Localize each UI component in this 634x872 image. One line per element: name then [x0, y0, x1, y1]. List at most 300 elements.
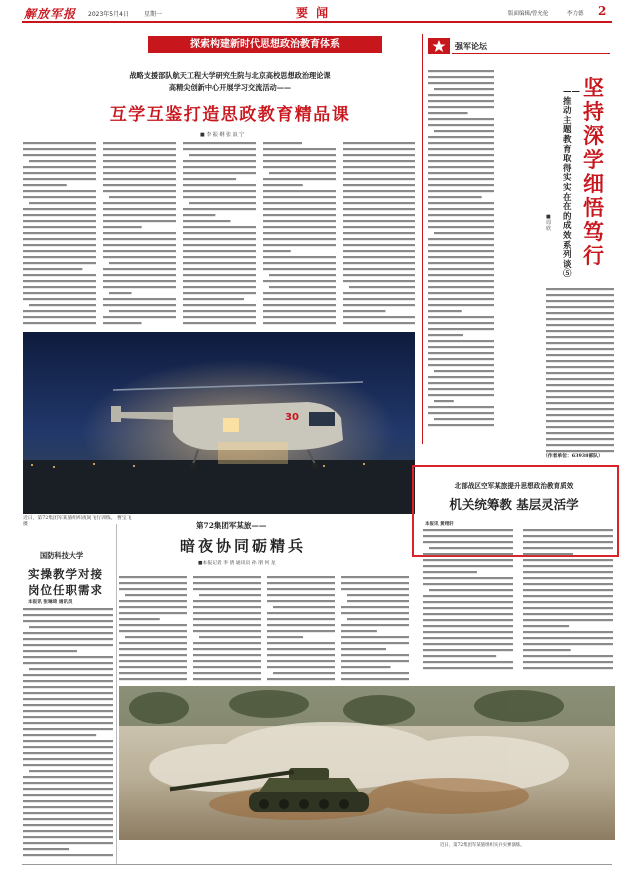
text-line	[523, 553, 573, 555]
text-line	[183, 238, 256, 240]
text-line	[23, 644, 113, 646]
text-line	[263, 214, 336, 216]
text-line	[23, 818, 113, 820]
text-line	[23, 220, 96, 222]
text-line	[343, 244, 415, 246]
text-line	[23, 746, 113, 748]
text-line	[183, 286, 256, 288]
text-line	[193, 588, 261, 590]
text-line	[23, 680, 113, 682]
nudt-headline-1: 实操教学对接	[28, 567, 103, 581]
text-line	[423, 643, 513, 645]
text-line	[23, 310, 96, 312]
text-line	[341, 576, 409, 578]
text-line	[183, 208, 256, 210]
text-line	[343, 196, 415, 198]
text-line	[341, 678, 409, 680]
text-line	[23, 154, 96, 156]
text-line	[428, 196, 482, 198]
text-line	[263, 220, 336, 222]
text-line	[23, 728, 113, 730]
text-line	[428, 226, 494, 228]
text-line	[103, 202, 176, 204]
text-line	[429, 547, 513, 549]
masthead-editor: 版面编辑/曾允伦	[508, 11, 549, 17]
text-line	[343, 154, 415, 156]
night-story-body	[119, 574, 417, 684]
masthead-rule	[22, 21, 612, 23]
text-line	[423, 583, 513, 585]
text-line	[423, 553, 513, 555]
text-line	[109, 196, 176, 198]
text-line	[23, 650, 77, 652]
text-line	[428, 94, 494, 96]
text-line	[103, 322, 142, 324]
text-line	[23, 608, 113, 610]
text-line	[23, 806, 113, 808]
text-line	[119, 624, 187, 626]
text-line	[23, 178, 96, 180]
text-line	[428, 340, 494, 342]
text-line	[523, 631, 613, 633]
text-line	[263, 298, 336, 300]
text-line	[263, 142, 302, 144]
text-line	[267, 624, 335, 626]
text-line	[343, 232, 415, 234]
text-line	[343, 310, 385, 312]
text-line	[428, 148, 494, 150]
text-line	[23, 238, 96, 240]
text-line	[23, 244, 96, 246]
text-line	[23, 812, 113, 814]
text-line	[546, 408, 614, 410]
night-story-byline: ■本报记者 李 倩 通讯员 孙 朋 何 龙	[198, 561, 276, 566]
feature-body	[23, 140, 415, 330]
section-title: 要 闻	[296, 6, 331, 20]
text-line	[193, 606, 261, 608]
text-line	[546, 372, 614, 374]
text-line	[103, 214, 176, 216]
text-line	[103, 286, 176, 288]
tank-photo	[119, 686, 615, 840]
text-line	[428, 364, 494, 366]
text-line	[23, 148, 96, 150]
text-line	[23, 292, 96, 294]
text-line	[23, 710, 113, 712]
text-line	[29, 304, 96, 306]
text-line	[263, 166, 336, 168]
text-line	[523, 535, 613, 537]
text-line	[103, 298, 176, 300]
text-line	[428, 172, 494, 174]
text-line	[546, 306, 614, 308]
text-line	[103, 160, 176, 162]
text-line	[267, 630, 335, 632]
text-line	[349, 286, 415, 288]
night-story-text	[119, 574, 417, 684]
text-line	[428, 208, 494, 210]
text-line	[23, 184, 67, 186]
text-line	[428, 298, 494, 300]
text-line	[428, 112, 468, 114]
text-line	[267, 600, 335, 602]
text-line	[23, 142, 96, 144]
text-line	[423, 631, 513, 633]
text-line	[343, 238, 415, 240]
text-line	[423, 535, 513, 537]
text-line	[428, 394, 494, 396]
text-line	[546, 360, 614, 362]
text-line	[423, 619, 513, 621]
text-line	[23, 214, 96, 216]
text-line	[428, 358, 494, 360]
text-line	[428, 244, 494, 246]
text-line	[23, 190, 96, 192]
text-line	[428, 166, 494, 168]
text-line	[428, 100, 494, 102]
text-line	[546, 354, 614, 356]
text-line	[429, 589, 513, 591]
text-line	[183, 226, 256, 228]
text-line	[546, 396, 614, 398]
text-line	[523, 643, 613, 645]
text-line	[546, 384, 614, 386]
text-line	[428, 250, 494, 252]
text-line	[269, 274, 336, 276]
text-line	[341, 654, 409, 656]
masthead-logo: 解放军报	[24, 7, 77, 21]
text-line	[119, 678, 187, 680]
text-line	[267, 582, 335, 584]
nudt-byline: 本报讯 张琳琦 通讯员	[28, 600, 73, 605]
text-line	[428, 346, 494, 348]
text-line	[183, 244, 256, 246]
text-line	[29, 668, 113, 670]
text-line	[23, 776, 113, 778]
feature-kicker-1: 战略支援部队航天工程大学研究生院与北京高校思想政治理论课	[129, 71, 331, 80]
text-line	[263, 304, 336, 306]
text-line	[343, 142, 415, 144]
text-line	[119, 606, 187, 608]
text-line	[428, 70, 494, 72]
text-line	[423, 601, 513, 603]
text-line	[193, 618, 261, 620]
text-line	[428, 322, 494, 324]
text-line	[523, 583, 613, 585]
nudt-column-rule	[116, 524, 117, 864]
text-line	[263, 256, 336, 258]
text-line	[23, 262, 96, 264]
text-line	[428, 424, 494, 426]
text-line	[23, 800, 113, 802]
text-line	[423, 595, 513, 597]
text-line	[29, 202, 96, 204]
highlight-byline: 本报讯 黄翊轩	[425, 522, 454, 527]
highlight-kicker: 北部战区空军某旅提升思想政治教育质效	[454, 482, 574, 490]
text-line	[29, 770, 113, 772]
text-line	[183, 316, 256, 318]
text-line	[428, 184, 494, 186]
text-line	[523, 613, 613, 615]
text-line	[267, 642, 335, 644]
text-line	[23, 674, 113, 676]
text-line	[423, 613, 513, 615]
text-line	[193, 654, 261, 656]
text-line	[183, 142, 256, 144]
text-line	[343, 322, 415, 324]
text-line	[103, 178, 176, 180]
text-line	[119, 672, 187, 674]
text-line	[23, 716, 113, 718]
text-line	[23, 298, 96, 300]
text-line	[343, 274, 415, 276]
feature-byline: ■ 李 振 纲 张 浪 宁	[200, 132, 245, 138]
text-line	[183, 268, 256, 270]
text-line	[523, 541, 613, 543]
text-line	[341, 660, 409, 662]
svg-text:30: 30	[285, 412, 299, 423]
text-line	[119, 612, 187, 614]
text-line	[267, 618, 335, 620]
text-line	[343, 226, 415, 228]
text-line	[428, 76, 494, 78]
text-line	[347, 600, 409, 602]
text-line	[267, 636, 303, 638]
text-line	[23, 848, 69, 850]
text-line	[523, 607, 613, 609]
text-line	[193, 642, 261, 644]
text-line	[523, 565, 613, 567]
text-line	[23, 250, 96, 252]
text-line	[23, 698, 113, 700]
text-line	[263, 178, 336, 180]
forum-label-rule	[452, 53, 610, 54]
feature-headline: 互学互鉴打造思政教育精品课	[109, 105, 351, 125]
text-line	[189, 154, 256, 156]
text-line	[103, 226, 142, 228]
text-line	[103, 316, 176, 318]
forum-source: （作者单位：63938部队）	[543, 453, 603, 459]
text-line	[523, 655, 613, 657]
helicopter-photo	[23, 332, 415, 514]
nudt-text	[23, 606, 117, 862]
text-line	[103, 238, 176, 240]
text-line	[103, 244, 176, 246]
text-line	[343, 172, 415, 174]
highlight-headline: 机关统筹教 基层灵活学	[449, 497, 579, 512]
text-line	[343, 184, 415, 186]
text-line	[434, 130, 494, 132]
text-line	[428, 310, 462, 312]
text-line	[423, 667, 513, 669]
text-line	[428, 118, 494, 120]
text-line	[23, 662, 113, 664]
text-line	[23, 166, 96, 168]
text-line	[428, 406, 494, 408]
text-line	[183, 274, 256, 276]
text-line	[428, 268, 494, 270]
text-line	[23, 758, 113, 760]
text-line	[523, 547, 613, 549]
text-line	[343, 202, 415, 204]
text-line	[263, 154, 336, 156]
text-line	[428, 190, 494, 192]
text-line	[347, 618, 409, 620]
text-line	[263, 208, 336, 210]
text-line	[428, 382, 494, 384]
text-line	[183, 196, 256, 198]
text-line	[546, 312, 614, 314]
text-line	[341, 630, 377, 632]
text-line	[183, 160, 256, 162]
text-line	[183, 292, 256, 294]
text-line	[428, 334, 463, 336]
text-line	[183, 166, 256, 168]
text-line	[523, 589, 613, 591]
text-line	[263, 250, 291, 252]
text-line	[267, 660, 335, 662]
text-line	[199, 636, 261, 638]
text-line	[263, 226, 336, 228]
text-line	[119, 582, 187, 584]
highlight-body	[423, 527, 619, 672]
text-line	[23, 788, 113, 790]
text-line	[341, 606, 409, 608]
text-line	[183, 214, 215, 216]
text-line	[23, 734, 96, 736]
text-line	[341, 642, 409, 644]
text-line	[183, 190, 256, 192]
masthead-date: 2023年5月4日	[88, 11, 129, 18]
text-line	[103, 250, 176, 252]
highlight-text	[423, 527, 619, 672]
text-line	[263, 196, 336, 198]
forum-subtitle: ——推动主题教育取得实实在在的成效系列谈⑤	[563, 87, 580, 280]
text-line	[193, 678, 261, 680]
text-line	[267, 666, 335, 668]
text-line	[343, 262, 415, 264]
text-line	[189, 202, 256, 204]
text-line	[423, 655, 496, 657]
photo2-caption: 近日，第72集团军某旅组织实兵实弹演练。	[440, 843, 525, 848]
text-line	[263, 262, 336, 264]
text-line	[523, 571, 613, 573]
text-line	[23, 638, 113, 640]
text-line	[23, 280, 96, 282]
text-line	[263, 316, 336, 318]
text-line	[343, 304, 415, 306]
text-line	[423, 571, 477, 573]
text-line	[23, 286, 96, 288]
text-line	[29, 160, 96, 162]
text-line	[546, 348, 614, 350]
text-line	[119, 600, 187, 602]
text-line	[263, 292, 336, 294]
text-line	[546, 444, 614, 446]
text-line	[523, 649, 571, 651]
text-line	[343, 148, 415, 150]
text-line	[428, 352, 494, 354]
text-line	[546, 318, 614, 320]
text-line	[183, 310, 256, 312]
footer-rule	[22, 864, 612, 865]
text-line	[109, 310, 176, 312]
text-line	[183, 178, 236, 180]
text-line	[23, 764, 113, 766]
text-line	[341, 666, 391, 668]
text-line	[119, 618, 160, 620]
text-line	[183, 262, 256, 264]
text-line	[523, 529, 613, 531]
text-line	[423, 577, 513, 579]
text-line	[103, 268, 176, 270]
text-line	[263, 160, 336, 162]
text-line	[423, 625, 513, 627]
text-line	[23, 196, 96, 198]
text-line	[103, 142, 176, 144]
text-line	[423, 559, 513, 561]
text-line	[523, 595, 613, 597]
night-story-headline: 暗夜协同砺精兵	[180, 537, 307, 555]
text-line	[23, 256, 96, 258]
text-line	[546, 342, 614, 344]
forum-body-text	[428, 58, 624, 456]
text-line	[546, 378, 614, 380]
text-line	[428, 82, 494, 84]
text-line	[343, 268, 415, 270]
text-line	[103, 184, 176, 186]
forum-title: 坚持深学细悟笃行	[583, 76, 604, 268]
text-line	[428, 154, 494, 156]
text-line	[428, 280, 494, 282]
text-line	[546, 366, 614, 368]
text-line	[267, 588, 335, 590]
text-line	[267, 678, 335, 680]
text-line	[523, 619, 613, 621]
text-line	[23, 226, 96, 228]
text-line	[428, 376, 494, 378]
text-line	[193, 648, 261, 650]
text-line	[546, 438, 614, 440]
text-line	[23, 322, 96, 324]
text-line	[23, 830, 113, 832]
text-line	[343, 256, 415, 258]
text-line	[546, 300, 614, 302]
page-number: 2	[598, 4, 607, 18]
text-line	[546, 288, 614, 290]
text-line	[183, 280, 256, 282]
feature-kicker-2: 高精尖创新中心开展学习交流活动——	[168, 83, 292, 92]
text-line	[103, 280, 176, 282]
forum-body	[428, 58, 624, 456]
text-line	[103, 148, 176, 150]
text-line	[267, 576, 335, 578]
text-line	[263, 310, 336, 312]
text-line	[428, 238, 494, 240]
text-line	[119, 642, 187, 644]
text-line	[267, 654, 335, 656]
text-line	[428, 178, 494, 180]
text-line	[193, 666, 261, 668]
text-line	[428, 388, 494, 390]
nudt-kicker: 国防科技大学	[40, 551, 84, 560]
text-line	[263, 184, 303, 186]
text-line	[523, 667, 613, 669]
text-line	[183, 184, 256, 186]
masthead-weekday: 星期一	[144, 11, 163, 18]
text-line	[347, 594, 409, 596]
text-line	[109, 292, 132, 294]
